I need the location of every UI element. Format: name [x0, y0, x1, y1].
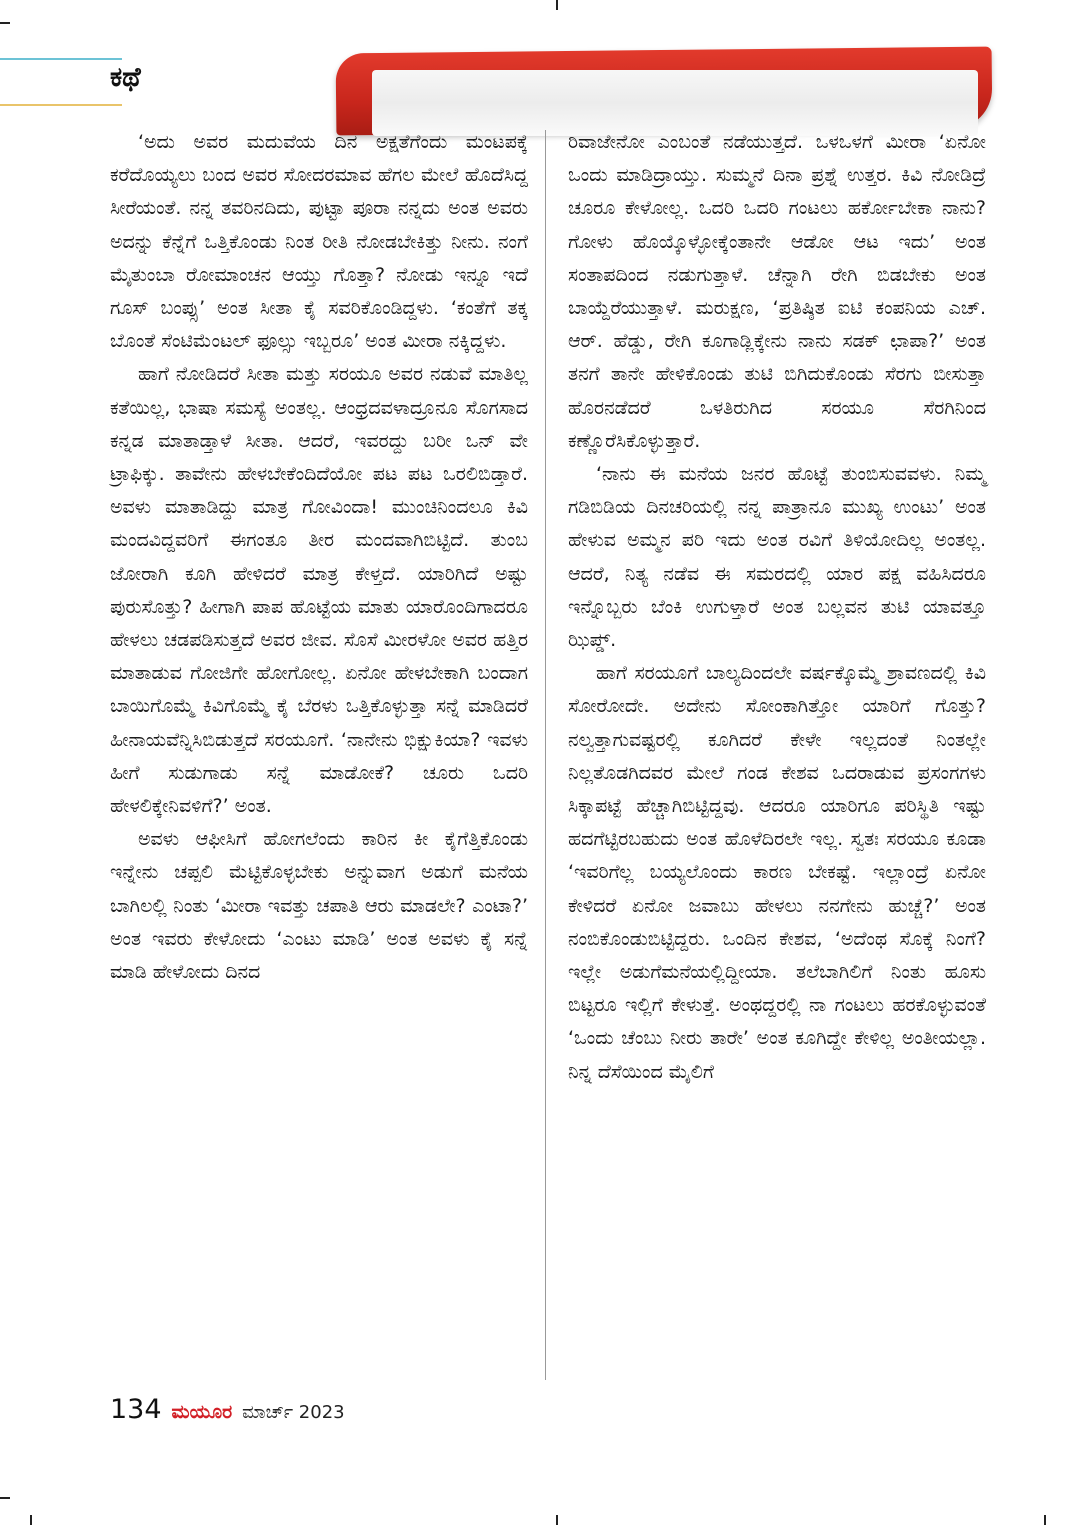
issue-date: ಮಾರ್ಚ್ 2023	[242, 1402, 345, 1423]
article-paragraph: ಅವಳು ಆಫೀಸಿಗೆ ಹೋಗಲೆಂದು ಕಾರಿನ ಕೀ ಕೈಗೆತ್ತಿಕೊಂಡು ಇನ್ನೇನು ಚಪ್ಪಲಿ ಮೆಟ್ಟಿಕೊಳ್ಳಬೇಕು ಅನ್ನುವಾಗ ಅಡುಗೆ ಮನೆಯ ಬಾಗಿಲಲ್ಲಿ ನಿಂತು ‘ಮೀರಾ ಇವತ್ತು ಚಪಾತಿ ಆರು ಮಾಡಲೇ? ಎಂಟಾ?’ ಅಂತ ಇವರು ಕೇಳೋದು ‘ಎಂಟು ಮಾಡಿ’ ಅಂತ ಅವಳು ಕೈ ಸನ್ನೆ ಮಾಡಿ ಹೇಳೋದು ದಿನದ	[110, 828, 528, 984]
header-rule-cyan	[0, 58, 122, 60]
crop-mark-bottom-center	[556, 1515, 558, 1525]
crop-mark-bottom-right	[1044, 1515, 1046, 1525]
page-footer	[110, 1394, 345, 1425]
crop-mark-bottom-left	[0, 1497, 10, 1499]
section-title: ಕಥೆ	[110, 62, 141, 93]
article-column-left	[110, 126, 528, 989]
article-paragraph: ‘ನಾನು ಈ ಮನೆಯ ಜನರ ಹೊಟ್ಟೆ ತುಂಬಿಸುವವಳು. ನಿಮ್ಮ ಗಡಿಬಿಡಿಯ ದಿನಚರಿಯಲ್ಲಿ ನನ್ನ ಪಾತ್ರಾನೂ ಮುಖ್ಯ ಉಂಟು’ ಅಂತ ಹೇಳುವ ಅಮ್ಮನ ಪರಿ ಇದು ಅಂತ ರವಿಗೆ ತಿಳಿಯೋದಿಲ್ಲ ಅಂತಲ್ಲ. ಆದರೆ, ನಿತ್ಯ ನಡೆವ ಈ ಸಮರದಲ್ಲಿ ಯಾರ ಪಕ್ಷ ವಹಿಸಿದರೂ ಇನ್ನೊಬ್ಬರು ಬೆಂಕಿ ಉಗುಳ್ತಾರೆ ಅಂತ ಬಲ್ಲವನ ತುಟಿ ಯಾವತ್ತೂ ಝಿಪ್ಡ್.	[568, 463, 986, 652]
page-number: 134	[110, 1394, 162, 1425]
header-rule-yellow	[0, 104, 122, 106]
crop-mark-top-left	[0, 22, 10, 24]
article-paragraph: ಹಾಗೆ ಸರಯೂಗೆ ಬಾಲ್ಯದಿಂದಲೇ ವರ್ಷಕ್ಕೊಮ್ಮೆ ಶ್ರಾವಣದಲ್ಲಿ ಕಿವಿ ಸೋರೋದೇ. ಅದೇನು ಸೋಂಕಾಗಿತ್ತೋ ಯಾರಿಗೆ ಗೊತ್ತು? ನಲ್ವತ್ತಾಗುವಷ್ಟರಲ್ಲಿ ಕೂಗಿದರೆ ಕೇಳೇ ಇಲ್ಲದಂತೆ ನಿಂತಲ್ಲೇ ನಿಲ್ಲತೊಡಗಿದವರ ಮೇಲೆ ಗಂಡ ಕೇಶವ ಒದರಾಡುವ ಪ್ರಸಂಗಗಳು ಸಿಕ್ಕಾಪಟ್ಟೆ ಹೆಚ್ಚಾಗಿಬಿಟ್ಟಿದ್ದವು. ಆದರೂ ಯಾರಿಗೂ ಪರಿಸ್ಥಿತಿ ಇಷ್ಟು ಹದಗೆಟ್ಟಿರಬಹುದು ಅಂತ ಹೊಳೆದಿರಲೇ ಇಲ್ಲ. ಸ್ವತಃ ಸರಯೂ ಕೂಡಾ ‘ಇವರಿಗೆಲ್ಲ ಬಯ್ಯಲೊಂದು ಕಾರಣ ಬೇಕಷ್ಟೆ. ಇಲ್ಲಾಂದ್ರೆ ಏನೋ ಕೇಳಿದರೆ ಏನೋ ಜವಾಬು ಹೇಳಲು ನನಗೇನು ಹುಚ್ಚೆ?’ ಅಂತ ನಂಬಿಕೊಂಡುಬಿಟ್ಟಿದ್ದರು. ಒಂದಿನ ಕೇಶವ, ‘ಅದೆಂಥ ಸೊಕ್ಕೆ ನಿಂಗೆ? ಇಲ್ಲೇ ಅಡುಗೆಮನೆಯಲ್ಲಿದ್ದೀಯಾ. ತಲೆಬಾಗಿಲಿಗೆ ನಿಂತು ಹೂಸು ಬಿಟ್ಟರೂ ಇಲ್ಲಿಗೆ ಕೇಳುತ್ತೆ. ಅಂಥದ್ದರಲ್ಲಿ ನಾ ಗಂಟಲು ಹರಕೊಳ್ಳುವಂತೆ ‘ಒಂದು ಚೆಂಬು ನೀರು ತಾರೇ’ ಅಂತ ಕೂಗಿದ್ದೇ ಕೇಳಿಲ್ಲ ಅಂತೀಯಲ್ಲಾ. ನಿನ್ನ ದೆಸೆಯಿಂದ ಮೈಲಿಗೆ	[568, 662, 986, 1083]
article-column-right	[568, 126, 986, 1089]
article-paragraph: ಹಾಗೆ ನೋಡಿದರೆ ಸೀತಾ ಮತ್ತು ಸರಯೂ ಅವರ ನಡುವೆ ಮಾತಿಲ್ಲ ಕತೆಯಿಲ್ಲ, ಭಾಷಾ ಸಮಸ್ಯೆ ಅಂತಲ್ಲ. ಆಂಧ್ರದವಳಾದ್ರೂನೂ ಸೊಗಸಾದ ಕನ್ನಡ ಮಾತಾಡ್ತಾಳೆ ಸೀತಾ. ಆದರೆ, ಇವರದ್ದು ಬರೀ ಒನ್ ವೇ ಟ್ರಾಫಿಕ್ಕು. ತಾವೇನು ಹೇಳಬೇಕೆಂದಿದೆಯೋ ಪಟ ಪಟ ಒರಲಿಬಿಡ್ತಾರೆ. ಅವಳು ಮಾತಾಡಿದ್ದು ಮಾತ್ರ ಗೋವಿಂದಾ! ಮುಂಚಿನಿಂದಲೂ ಕಿವಿ ಮಂದವಿದ್ದವರಿಗೆ ಈಗಂತೂ ತೀರ ಮಂದವಾಗಿಬಿಟ್ಟಿದೆ. ತುಂಬ ಜೋರಾಗಿ ಕೂಗಿ ಹೇಳಿದರೆ ಮಾತ್ರ ಕೇಳ್ತದೆ. ಯಾರಿಗಿದೆ ಅಷ್ಟು ಪುರುಸೊತ್ತು? ಹೀಗಾಗಿ ಪಾಪ ಹೊಟ್ಟೆಯ ಮಾತು ಯಾರೊಂದಿಗಾದರೂ ಹೇಳಲು ಚಡಪಡಿಸುತ್ತದೆ ಅವರ ಜೀವ. ಸೊಸೆ ಮೀರಳೋ ಅವರ ಹತ್ತಿರ ಮಾತಾಡುವ ಗೋಜಿಗೇ ಹೋಗೋಲ್ಲ. ಏನೋ ಹೇಳಬೇಕಾಗಿ ಬಂದಾಗ ಬಾಯಿಗೊಮ್ಮೆ ಕಿವಿಗೊಮ್ಮೆ ಕೈ ಬೆರಳು ಒತ್ತಿಕೊಳ್ಳುತ್ತಾ ಸನ್ನೆ ಮಾಡಿದರೆ ಹೀನಾಯವೆನ್ನಿಸಿಬಿಡುತ್ತದೆ ಸರಯೂಗೆ. ‘ನಾನೇನು ಭಿಕ್ಷುಕಿಯಾ? ಇವಳು ಹೀಗೆ ಸುಡುಗಾಡು ಸನ್ನೆ ಮಾಡೋಕೆ? ಚೂರು ಒದರಿ ಹೇಳಲಿಕ್ಕೇನಿವಳಿಗೆ?’ ಅಂತ.	[110, 363, 528, 818]
crop-mark-bottom-left-v	[30, 1515, 32, 1525]
article-paragraph: ರಿವಾಜೇನೋ ಎಂಬಂತೆ ನಡೆಯುತ್ತದೆ. ಒಳಒಳಗೆ ಮೀರಾ ‘ಏನೋ ಒಂದು ಮಾಡಿದ್ರಾಯ್ತು. ಸುಮ್ಮನೆ ದಿನಾ ಪ್ರಶ್ನೆ ಉತ್ತರ. ಕಿವಿ ನೋಡಿದ್ರೆ ಚೂರೂ ಕೇಳೋಲ್ಲ. ಒದರಿ ಒದರಿ ಗಂಟಲು ಹರ್ಕೋಬೇಕಾ ನಾನು? ಗೋಳು ಹೊಯ್ಕೊಳ್ಳೋಕ್ಕೆಂತಾನೇ ಆಡೋ ಆಟ ಇದು’ ಅಂತ ಸಂತಾಪದಿಂದ ನಡುಗುತ್ತಾಳೆ. ಚೆನ್ನಾಗಿ ರೇಗಿ ಬಿಡಬೇಕು ಅಂತ ಬಾಯ್ದೆರೆಯುತ್ತಾಳೆ. ಮರುಕ್ಷಣ, ‘ಪ್ರತಿಷ್ಠಿತ ಐಟಿ ಕಂಪನಿಯ ಎಚ್. ಆರ್. ಹೆಡ್ಡು, ರೇಗಿ ಕೂಗಾಡ್ಲಿಕ್ಕೇನು ನಾನು ಸಡಕ್ ಛಾಪಾ?’ ಅಂತ ತನಗೆ ತಾನೇ ಹೇಳಿಕೊಂಡು ತುಟಿ ಬಿಗಿದುಕೊಂಡು ಸೆರಗು ಬೀಸುತ್ತಾ ಹೊರನಡೆದರೆ ಒಳತಿರುಗಿದ ಸರಯೂ ಸೆರಗಿನಿಂದ ಕಣ್ಣೊರೆಸಿಕೊಳ್ಳುತ್ತಾರೆ.	[568, 131, 986, 452]
article-paragraph: ‘ಅದು ಅವರ ಮದುವೆಯ ದಿನ ಅಕ್ಷತೆಗೆಂದು ಮಂಟಪಕ್ಕೆ ಕರೆದೊಯ್ಯಲು ಬಂದ ಅವರ ಸೋದರಮಾವ ಹೆಗಲ ಮೇಲೆ ಹೊದೆಸಿದ್ದ ಸೀರೆಯಂತೆ. ನನ್ನ ತವರಿನದಿದು, ಪುಟ್ಟಾ ಪೂರಾ ನನ್ನದು ಅಂತ ಅವರು ಅದನ್ನು ಕೆನ್ನೆಗೆ ಒತ್ತಿಕೊಂಡು ನಿಂತ ರೀತಿ ನೋಡಬೇಕಿತ್ತು ನೀನು. ನಂಗೆ ಮೈತುಂಬಾ ರೋಮಾಂಚನ ಆಯ್ತು ಗೊತ್ತಾ? ನೋಡು ಇನ್ನೂ ಇದೆ ಗೂಸ್ ಬಂಪ್ಸು’ ಅಂತ ಸೀತಾ ಕೈ ಸವರಿಕೊಂಡಿದ್ದಳು. ‘ಕಂತೆಗೆ ತಕ್ಕ ಬೊಂತೆ ಸೆಂಟಿಮೆಂಟಲ್ ಫೂಲ್ಸು ಇಬ್ಬರೂ’ ಅಂತ ಮೀರಾ ನಕ್ಕಿದ್ದಳು.	[110, 131, 528, 353]
magazine-logo: ಮಯೂರ	[171, 1401, 233, 1423]
crop-mark-top-center	[556, 0, 558, 10]
column-divider	[545, 130, 546, 1380]
